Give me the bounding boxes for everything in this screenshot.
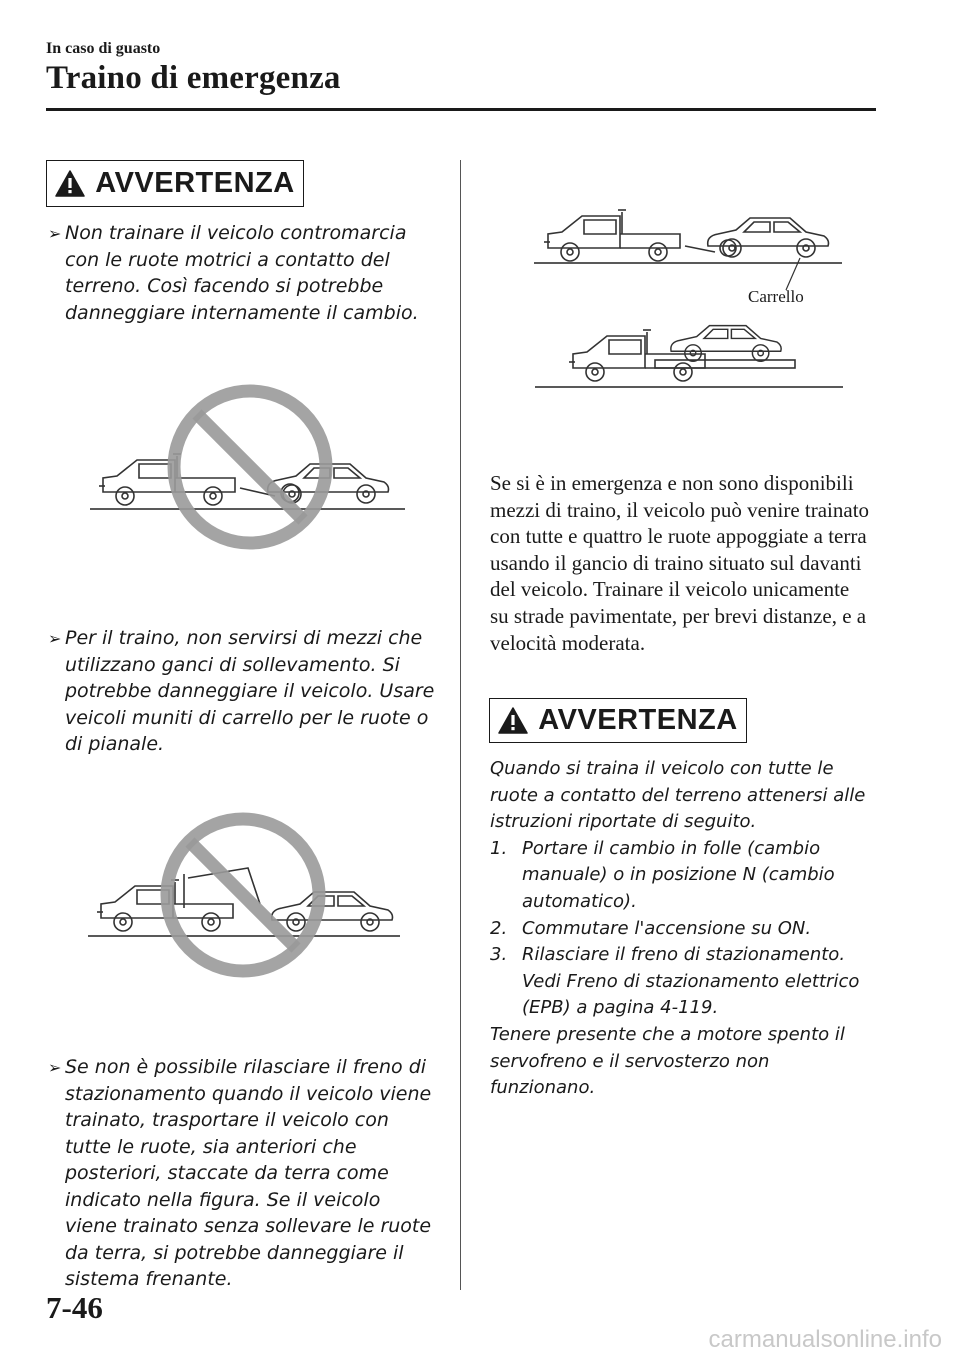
- step-number: 1.: [490, 837, 508, 859]
- prohibited-icon: [174, 391, 326, 543]
- bullet-text: Per il traino, non servirsi di mezzi che utilizzano ganci di sollevamento. Si potrebbe danneggiare il veicolo. Usare veicoli muniti di carrello per le ruote o di pianale.: [65, 627, 435, 755]
- tow-truck-icon: [544, 210, 680, 261]
- bullet-item: [48, 1054, 438, 1293]
- step-number: 3.: [490, 944, 508, 966]
- dolly-label: Carrello: [748, 287, 804, 306]
- warning-instructions: [490, 756, 880, 1102]
- illustration-dolly-tow-prohibited: [90, 380, 410, 560]
- page-title: Traino di emergenza: [46, 60, 341, 96]
- bullet-text: Se non è possibile rilasciare il freno di stazionamento quando il veicolo viene trainato, trasportare il veicolo con tutte le ruote, sia anteriori che posteriori, staccate da terra come indicato nella figura. Se il veicolo viene trainato senza sollevare le ruote da terra, si potrebbe danneggiare il sistema frenante.: [65, 1056, 432, 1290]
- bullet-item: [48, 220, 438, 326]
- column-divider: [460, 160, 461, 1290]
- illustration-flatbed: [535, 318, 845, 398]
- title-rule: [46, 108, 876, 111]
- towing-paragraph: Se si è in emergenza e non sono disponibili mezzi di traino, il veicolo può venire trainato con tutte e quattro le ruote appoggiate a terra usando il gancio di traino situato sul davanti del veicolo. Trainare il veicolo unicamente su strade pavimentate, per brevi distanze, e a velocità moderata.: [490, 471, 870, 655]
- arrow-bullet-icon: ➢: [48, 224, 62, 243]
- car-icon: [708, 218, 829, 257]
- warning-box-left: [46, 160, 304, 207]
- watermark: carmanualsonline.info: [708, 1326, 942, 1353]
- warning-label: AVVERTENZA: [538, 704, 738, 736]
- step-text: Portare il cambio in folle (cambio manuale) o in posizione N (cambio automatico).: [522, 837, 835, 912]
- instructions-intro: Quando si traina il veicolo con tutte le ruote a contatto del terreno attenersi alle istruzioni riportate di seguito.: [490, 758, 866, 833]
- bullet-text: Non trainare il veicolo contromarcia con le ruote motrici a contatto del terreno. Così facendo si potrebbe danneggiare internamente il cambio.: [65, 222, 419, 324]
- step-text: Rilasciare il freno di stazionamento. Vedi Freno di stazionamento elettrico (EPB) a pagina 4-119.: [522, 944, 860, 1019]
- prohibited-icon: [167, 819, 319, 971]
- car-icon: [671, 326, 781, 362]
- car-icon: [272, 892, 393, 931]
- instructions-closing: Tenere presente che a motore spento il servofreno e il servosterzo non funzionano.: [490, 1023, 845, 1099]
- warning-triangle-icon: [498, 707, 528, 734]
- arrow-bullet-icon: ➢: [48, 629, 62, 648]
- illustration-dolly-tow: [530, 200, 850, 300]
- bullet-item: [48, 625, 438, 758]
- warning-triangle-icon: [55, 170, 85, 197]
- instruction-step: [490, 916, 880, 943]
- warning-box-right: [489, 698, 747, 743]
- page-number: 7-46: [46, 1290, 103, 1325]
- warning-label: AVVERTENZA: [95, 167, 295, 199]
- arrow-bullet-icon: ➢: [48, 1058, 62, 1077]
- instruction-step: [490, 942, 880, 1022]
- illustration-hook-tow-prohibited: [88, 808, 408, 988]
- tow-truck-icon: [99, 454, 235, 505]
- section-label: In caso di guasto: [46, 40, 161, 57]
- step-number: 2.: [490, 917, 508, 939]
- step-text: Commutare l'accensione su ON.: [522, 917, 812, 939]
- instruction-step: [490, 836, 880, 916]
